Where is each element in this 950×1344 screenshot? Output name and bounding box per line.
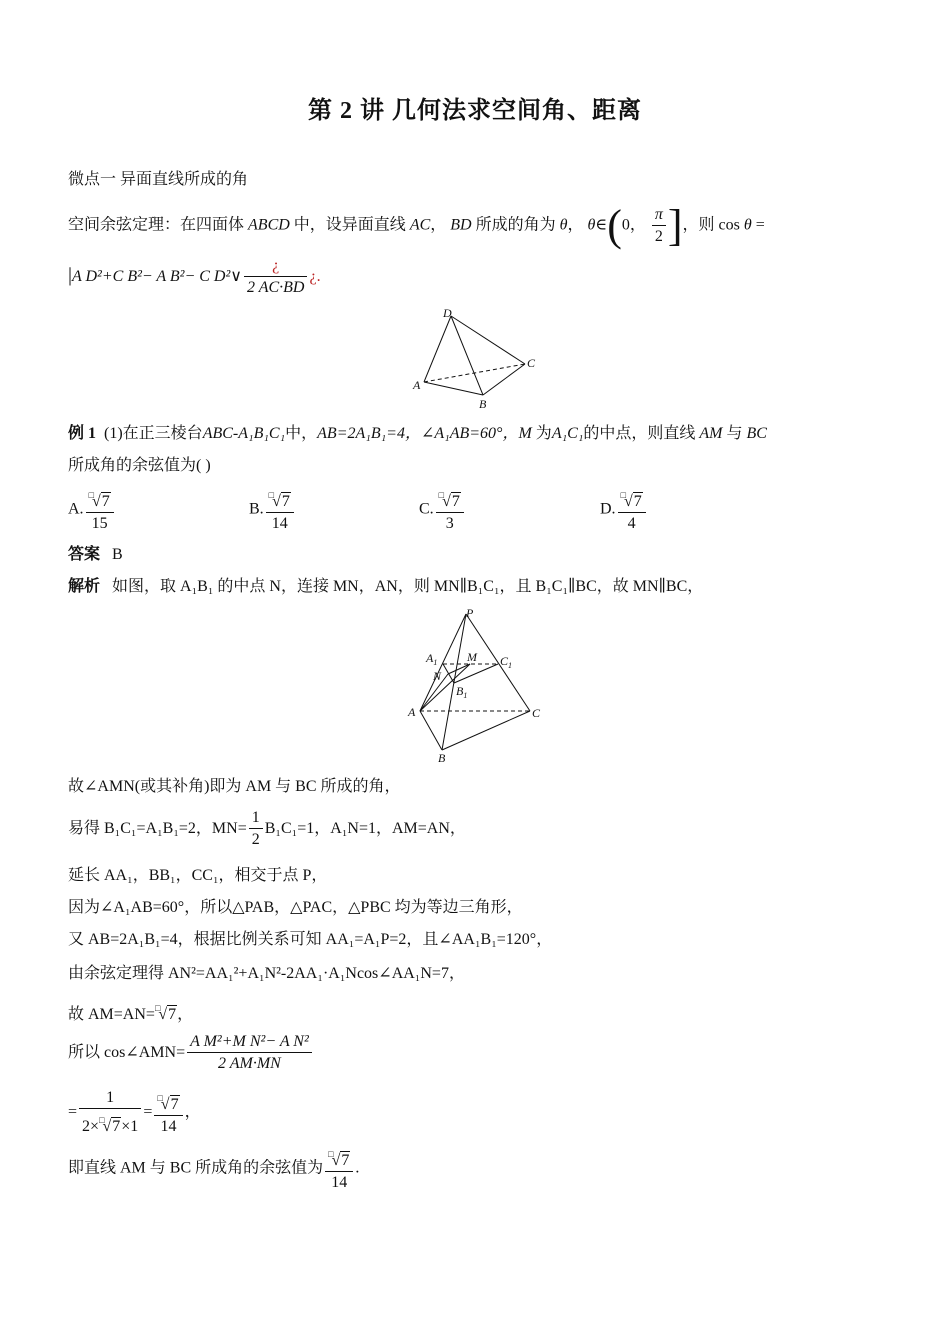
section-heading: 微点一 异面直线所成的角 <box>68 171 249 188</box>
answer-value: B <box>112 546 123 563</box>
option-c[interactable]: C. $\frac{^□√7}{3}$ <box>419 485 466 535</box>
edge-da <box>424 316 451 382</box>
example-question-line-1: 例 1 (1)在正三棱台ABC-A₁B₁C₁中，AB=2A₁B₁=4，∠A₁AB=60°，M 为A₁C₁的中点，则直线 AM 与 BC <box>68 425 767 442</box>
analysis-line-11: 即直线 AM 与 BC 所成角的余弦值为 $\frac{^□√7}{14}$ . <box>68 1144 359 1194</box>
analysis-line-4: 延长 AA₁，BB₁，CC₁，相交于点 P， <box>68 867 328 884</box>
svg-text:D: D <box>443 306 452 320</box>
answer-label: 答案 <box>68 546 101 563</box>
tetrahedron-figure <box>405 304 555 414</box>
svg-text:B1: $B_1$ <box>456 684 468 700</box>
analysis-line-6: 又 AB=2A₁B₁=4，根据比例关系可知 AA₁=A₁P=2，且∠AA₁B₁=120°， <box>68 931 553 948</box>
analysis-line-8: 故 AM=AN=□√7， <box>68 1003 194 1023</box>
analysis-line-5: 因为∠A₁AB=60°，所以△PAB，△PAC，△PBC 均为等边三角形， <box>68 899 523 916</box>
edge-bc <box>442 711 530 750</box>
theorem-line-1: 空间余弦定理：在四面体 ABCD 中，设异面直线 AC， BD 所成的角为 θ， θ∈(0， $\frac{\pi}{2}$ ]，则 cos θ = <box>68 201 765 250</box>
analysis-line-3: 易得 B₁C₁=A₁B₁=2，MN= $\frac{1}{2}$ B₁C₁=1，A₁N=1，AM=AN， <box>68 809 466 848</box>
edge-bc <box>483 364 525 395</box>
theorem-formula: |A D²+C B²− A B²− C D²∨ $\frac{¿}{2 AC\cdot BD}$ ¿. <box>68 257 321 296</box>
analysis-line-2: 故∠AMN(或其补角)即为 AM 与 BC 所成的角， <box>68 778 401 795</box>
option-d[interactable]: D. $\frac{^□√7}{4}$ <box>600 485 648 535</box>
example-label: 例 1 <box>68 425 97 442</box>
analysis-label: 解析 <box>68 578 101 595</box>
edge-pb <box>442 614 466 750</box>
example-question-line-2: 所成角的余弦值为( ) <box>68 457 211 474</box>
analysis-line-9: 所以 cos∠AMN= $\frac{\text{A M²+M N²− A N²}}{2 AM\cdot MN}$ <box>68 1032 314 1075</box>
analysis-line-1: 解析 如图，取 A₁B₁ 的中点 N，连接 MN，AN，则 MN∥B₁C₁，且 B₁C₁∥BC，故 MN∥BC， <box>68 578 704 595</box>
segment-mn <box>448 664 470 674</box>
analysis-line-10: = $\frac{1}{2\times^□√7\times 1}$ = $\frac{^□√7}{14}$ ， <box>68 1089 201 1135</box>
answer-line <box>68 543 123 567</box>
option-a[interactable]: A. $\frac{^□√7}{15}$ <box>68 485 116 535</box>
svg-text:B: B <box>438 751 446 765</box>
pi-over-two: $\frac{\pi}{2}$ <box>652 205 666 248</box>
option-b[interactable]: B. $\frac{^□√7}{14}$ <box>249 485 296 535</box>
svg-text:A1: $A_1$ <box>426 651 438 667</box>
svg-text:C: C <box>532 706 541 720</box>
svg-text:P: P <box>466 606 474 620</box>
edge-ab <box>424 382 483 395</box>
edge-db <box>451 316 483 395</box>
svg-text:N: N <box>433 669 442 683</box>
svg-text:B: B <box>479 397 487 411</box>
svg-text:C1: $C_1$ <box>500 654 513 670</box>
svg-text:M: M <box>467 650 477 664</box>
frustum-figure <box>400 604 560 766</box>
left-paren: ( <box>607 201 622 250</box>
svg-text:A: A <box>408 705 416 719</box>
edge-ac-hidden <box>424 364 525 382</box>
page-title: 第 2 讲 几何法求空间角、距离 <box>308 98 642 124</box>
svg-text:C: C <box>527 356 536 370</box>
edge-dc <box>451 316 525 364</box>
svg-text:A: A <box>413 378 421 392</box>
analysis-line-7: 由余弦定理得 AN²=AA₁²+A₁N²-2AA₁·A₁Ncos∠AA₁N=7， <box>68 965 465 982</box>
right-bracket: ] <box>667 201 683 250</box>
edge-ab <box>420 711 442 750</box>
